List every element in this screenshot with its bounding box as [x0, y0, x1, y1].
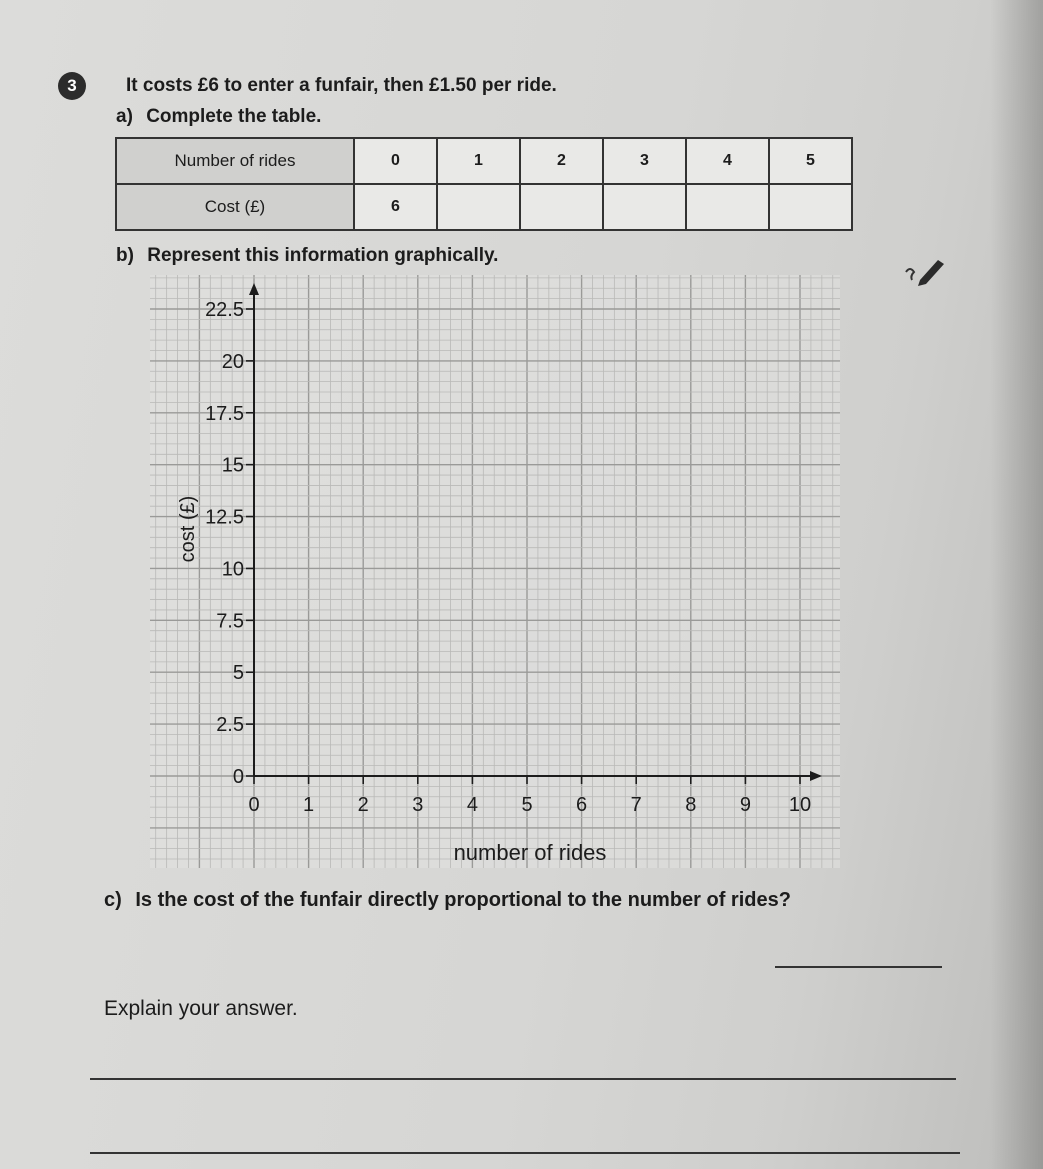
question-number: 3	[58, 72, 86, 100]
y-tick-label: 5	[232, 662, 244, 685]
y-tick-label: 12.5	[205, 506, 244, 529]
answer-line-2[interactable]	[90, 1152, 960, 1154]
y-tick-label: 2.5	[216, 714, 244, 737]
x-tick-label: 5	[521, 794, 533, 816]
x-tick-label: 9	[739, 794, 751, 816]
part-b-text: Represent this information graphically.	[147, 245, 499, 266]
table-header-cost: Cost (£)	[116, 184, 354, 230]
part-b-label: b)	[116, 245, 134, 266]
part-c	[104, 889, 791, 912]
part-a-text: Complete the table.	[146, 106, 322, 127]
x-tick-label: 2	[357, 794, 369, 816]
x-tick-label: 3	[412, 794, 424, 816]
y-axis-label: cost (£)	[177, 495, 199, 563]
y-tick-label: 17.5	[205, 402, 244, 425]
table-cell: 6	[354, 184, 437, 230]
table-header-rides: Number of rides	[116, 138, 354, 184]
table-cell: 3	[603, 138, 686, 184]
x-tick-label: 6	[576, 794, 588, 816]
x-tick-label: 0	[248, 794, 260, 816]
x-tick-label: 1	[303, 794, 315, 816]
part-c-label: c)	[104, 889, 122, 911]
y-tick-label: 0	[232, 766, 244, 788]
part-a-label: a)	[116, 106, 133, 127]
x-tick-label: 4	[466, 794, 478, 816]
part-c-text: Is the cost of the funfair directly proportional to the number of rides?	[135, 889, 791, 911]
x-axis-label: number of rides	[453, 840, 607, 865]
x-tick-label: 8	[685, 794, 697, 816]
y-tick-label: 15	[221, 454, 244, 477]
x-tick-label: 7	[630, 794, 642, 816]
table-cell: 0	[354, 138, 437, 184]
explain-text: Explain your answer.	[104, 997, 298, 1020]
table-cell: 4	[686, 138, 769, 184]
answer-line-short[interactable]	[775, 966, 942, 968]
y-tick-label: 10	[221, 558, 244, 581]
y-tick-label: 7.5	[216, 610, 244, 633]
x-tick-label: 10	[788, 794, 812, 816]
table-cell: 5	[769, 138, 852, 184]
y-tick-label: 22.5	[205, 299, 244, 321]
table-cell: 2	[520, 138, 603, 184]
table-cell: 1	[437, 138, 520, 184]
answer-line-1[interactable]	[90, 1078, 956, 1080]
y-tick-label: 20	[221, 350, 244, 373]
question-stem: It costs £6 to enter a funfair, then £1.50 per ride.	[126, 75, 557, 96]
